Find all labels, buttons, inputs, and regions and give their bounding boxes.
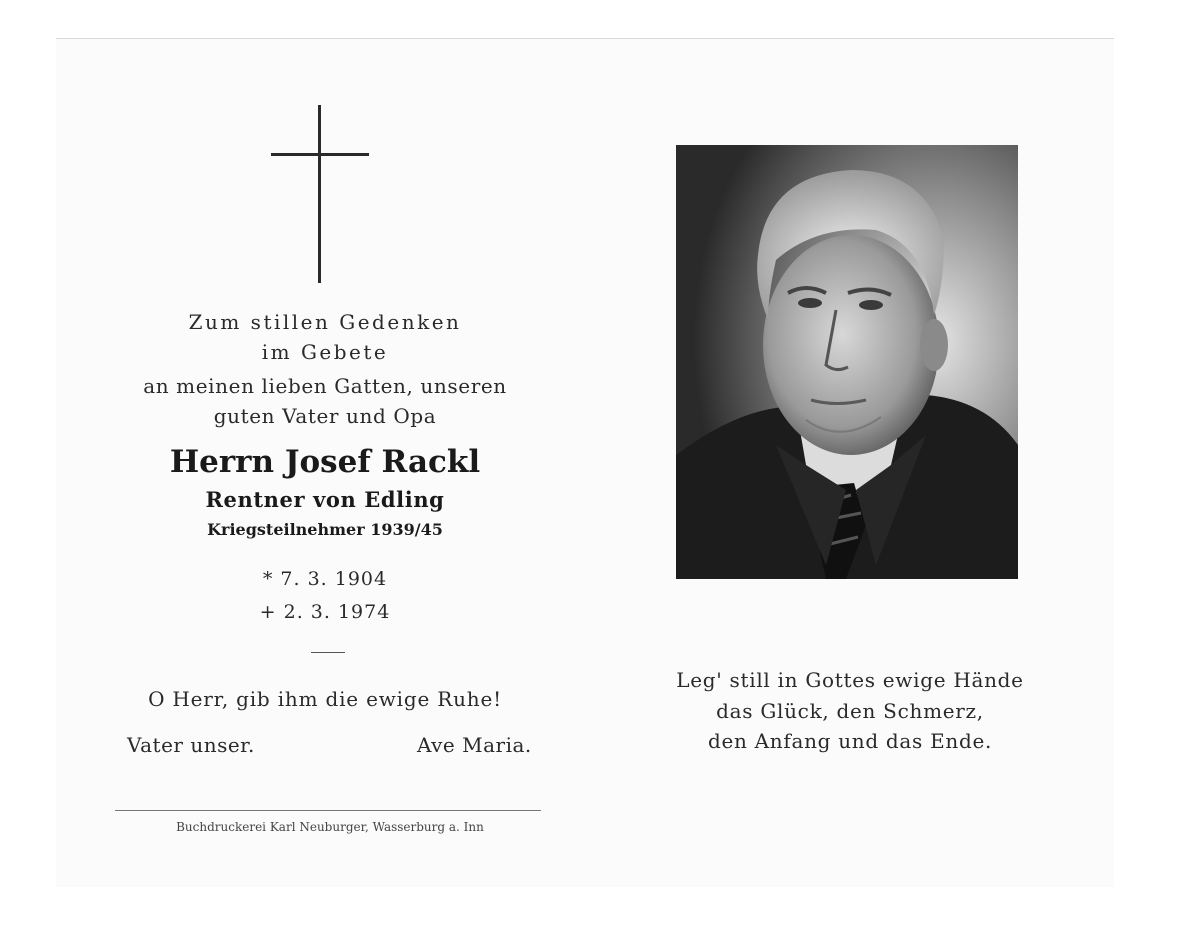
- heading-line-1: Zum stillen Gedenken: [188, 310, 462, 334]
- intro-line-2: guten Vater und Opa: [213, 404, 437, 428]
- prayer-ave-maria: Ave Maria.: [417, 733, 532, 757]
- heading-line-2: im Gebete: [261, 340, 389, 364]
- printer-credit: Buchdruckerei Karl Neuburger, Wasserburg a. Inn: [176, 820, 484, 834]
- intro-line-1: an meinen lieben Gatten, unseren: [143, 374, 507, 398]
- verse-line-3: den Anfang und das Ende.: [707, 729, 993, 753]
- cross-icon: [318, 105, 321, 283]
- portrait-image: [676, 145, 1018, 579]
- verse-line-1: Leg' still in Gottes ewige Hände: [676, 668, 1024, 692]
- deceased-name: Herrn Josef Rackl: [169, 444, 481, 480]
- death-date: + 2. 3. 1974: [259, 601, 391, 623]
- verse-line-2: das Glück, den Schmerz,: [716, 699, 984, 723]
- divider: [311, 652, 345, 653]
- portrait-photo: [676, 145, 1018, 579]
- footer-rule: [115, 810, 541, 811]
- prayer-line: O Herr, gib ihm die ewige Ruhe!: [148, 687, 502, 711]
- occupation: Rentner von Edling: [205, 487, 445, 512]
- war-service-note: Kriegsteilnehmer 1939/45: [207, 520, 443, 539]
- cross-icon-bar: [271, 153, 369, 156]
- prayer-vater-unser: Vater unser.: [127, 733, 255, 757]
- birth-date: * 7. 3. 1904: [262, 568, 388, 590]
